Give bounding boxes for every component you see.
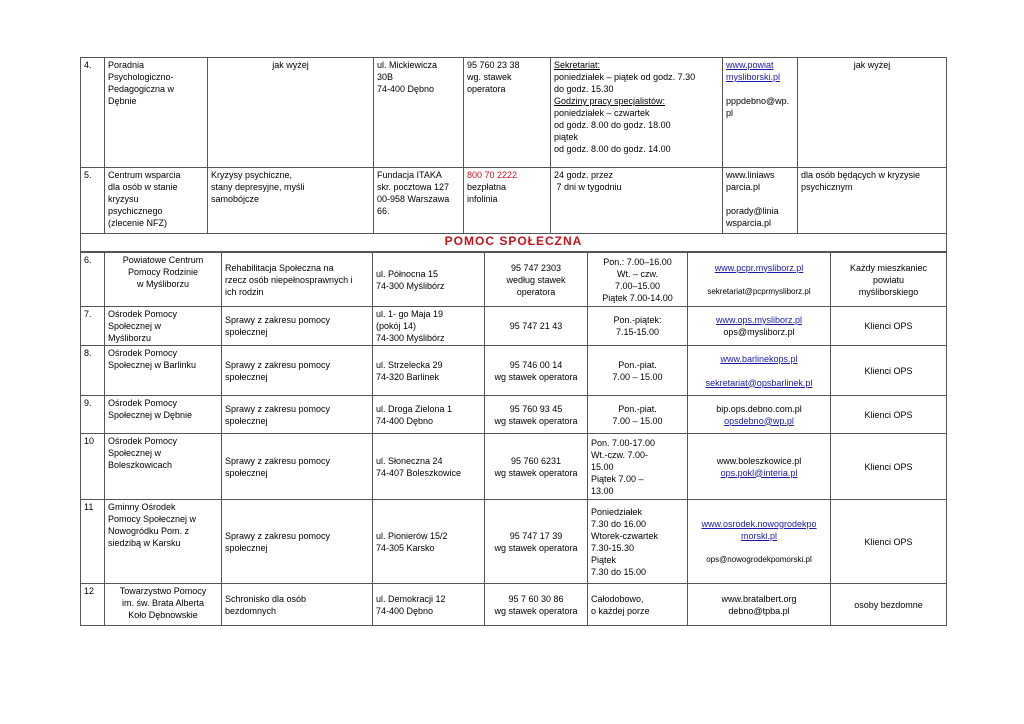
hotline-number: 800 70 2222	[467, 170, 518, 180]
email-text: pl	[726, 108, 734, 118]
table-row	[81, 253, 947, 307]
hours-line: 7.30-15.30	[591, 542, 635, 553]
phone-cell	[485, 434, 588, 500]
address-line: 74-305 Karsko	[376, 542, 435, 553]
hours-line: o każdej porze	[591, 605, 650, 616]
target-cell	[831, 346, 947, 396]
scope-line: społecznej	[225, 542, 268, 553]
target-line: Klienci OPS	[864, 409, 913, 420]
hours-line: Poniedziałek	[591, 506, 643, 517]
target-cell	[831, 396, 947, 434]
name-line: w Myśliborzu	[136, 279, 189, 289]
hours-line: 7.00 – 15.00	[612, 415, 663, 426]
scope-cell	[222, 253, 373, 307]
name-line: Pomocy Rodzinie	[127, 267, 199, 277]
phone-cell	[485, 307, 588, 346]
address-cell	[373, 500, 485, 584]
phone-line: wg stawek operatora	[494, 467, 578, 478]
row-number: 12	[81, 584, 105, 626]
name-line: im. św. Brata Alberta	[121, 598, 205, 608]
phone-line: operatora	[516, 286, 556, 297]
address-line: ul. Strzelecka 29	[376, 359, 443, 370]
address-line: 74-300 Myślibórz	[376, 280, 445, 291]
email-text: wsparcia.pl	[726, 218, 772, 228]
phone-line: 95 747 2303	[510, 262, 562, 273]
scope-cell: Kryzysy psychiczne, stany depresyjne, myśli samobójcze	[208, 168, 374, 234]
website-link[interactable]: morski.pl	[740, 530, 777, 541]
scope-line: Sprawy z zakresu pomocy	[225, 315, 331, 325]
scope-line: społecznej	[225, 371, 268, 382]
phone-cell	[485, 253, 588, 307]
target-cell: dla osób będących w kryzysie psychicznym	[798, 168, 947, 234]
phone-cell: 95 760 23 38 wg. stawek operatora	[464, 58, 551, 168]
website-text: parcia.pl	[726, 182, 761, 192]
name-line: Koło Dębnowskie	[128, 610, 198, 620]
contact-cell	[723, 58, 798, 168]
table-row	[81, 307, 947, 346]
email-text: ops@mysliborz.pl	[723, 327, 795, 337]
scope-line: Sprawy z zakresu pomocy	[225, 359, 331, 370]
contact-cell	[688, 396, 831, 434]
website-link[interactable]: www.pcpr.mysliborz.pl	[714, 262, 804, 273]
target-line: myśliborskiego	[858, 286, 919, 297]
scope-line: Sprawy z zakresu pomocy	[225, 530, 331, 541]
website-link[interactable]: www.osrodek.nowogrodekpo	[701, 518, 817, 529]
address-cell	[373, 346, 485, 396]
target-line: Klienci OPS	[864, 536, 913, 547]
directory-table	[80, 57, 947, 252]
name-line: Boleszkowicach	[108, 460, 173, 470]
name-line: Nowogródku Pom. z	[108, 526, 190, 536]
address-cell	[373, 253, 485, 307]
address-cell: ul. Mickiewicza 30B 74-400 Dębno	[374, 58, 464, 168]
spacer	[691, 365, 827, 377]
target-cell: jak wyżej	[798, 58, 947, 168]
name-line: Ośrodek Pomocy	[108, 436, 178, 446]
row-number: 10	[81, 434, 105, 500]
email-text: sekretariat@pcprmysliborz.pl	[707, 286, 811, 296]
hours-cell	[588, 434, 688, 500]
email-text[interactable]: opsdebno@wp.pl	[724, 415, 794, 426]
scope-cell	[222, 346, 373, 396]
website-text: www.liniaws	[726, 170, 775, 180]
scope-line: rzecz osób niepełnosprawnych i	[225, 274, 353, 285]
email-text: ops@nowogrodekpomorski.pl	[706, 554, 812, 564]
address-cell	[373, 584, 485, 626]
name-line: siedzibą w Karsku	[108, 538, 181, 548]
hours-cell	[588, 500, 688, 584]
name-line: Myśliborzu	[108, 333, 152, 343]
scope-cell	[222, 307, 373, 346]
hours-line: Całodobowo,	[591, 593, 644, 604]
phone-cell	[485, 500, 588, 584]
hours-line: 13.00	[591, 485, 614, 496]
name-line: Powiatowe Centrum	[122, 255, 204, 265]
address-cell	[373, 396, 485, 434]
name-line: Społecznej w	[108, 321, 162, 331]
scope-line: Rehabilitacja Społeczna na	[225, 262, 334, 273]
phone-line: wg stawek operatora	[494, 605, 578, 616]
phone-line: wg stawek operatora	[494, 371, 578, 382]
hours-line: Piątek	[591, 554, 617, 565]
scope-cell	[222, 434, 373, 500]
institution-name	[105, 307, 222, 346]
hours-line: Wt.-czw. 7.00-	[591, 449, 649, 460]
scope-cell: jak wyżej	[208, 58, 374, 168]
row-number: 5.	[81, 168, 105, 234]
address-cell: Fundacja ITAKA skr. pocztowa 127 00-958 Warszawa 66.	[374, 168, 464, 234]
email-text[interactable]: sekretariat@opsbarlinek.pl	[705, 377, 813, 388]
scope-line: społecznej	[225, 467, 268, 478]
institution-name	[105, 346, 222, 396]
phone-line: 95 760 93 45	[509, 403, 563, 414]
website-link[interactable]: www.powiat	[726, 60, 774, 70]
name-line: Gminny Ośrodek	[108, 502, 176, 512]
address-line: 74-407 Boleszkowice	[376, 467, 462, 478]
contact-cell	[723, 168, 798, 234]
row-number: 11	[81, 500, 105, 584]
hours-cell	[588, 253, 688, 307]
target-cell	[831, 307, 947, 346]
spacer	[691, 542, 827, 554]
hours-line: Piątek 7.00-14.00	[602, 292, 673, 303]
table-row	[81, 168, 947, 234]
address-line: 74-400 Dębno	[376, 415, 434, 426]
address-line: ul. Demokracji 12	[376, 593, 446, 604]
phone-line: 95 747 21 43	[509, 321, 563, 331]
address-cell	[373, 434, 485, 500]
scope-line: Sprawy z zakresu pomocy	[225, 403, 331, 414]
contact-cell	[688, 307, 831, 346]
institution-name	[105, 584, 222, 626]
scope-cell	[222, 396, 373, 434]
address-line: 74-320 Barlinek	[376, 371, 440, 382]
hours-cell	[588, 396, 688, 434]
target-line: powiatu	[872, 274, 905, 285]
email-text[interactable]: ops.pokl@interia.pl	[720, 467, 798, 478]
address-line: ul. Słoneczna 24	[376, 455, 443, 466]
hours-line: Piątek 7.00 –	[591, 473, 644, 484]
hours-line: 7.00 – 15.00	[612, 371, 663, 382]
phone-line: wg stawek operatora	[494, 415, 578, 426]
website-link[interactable]: www.bratalbert.org	[721, 593, 797, 604]
hours-line: 7.30 do 16.00	[591, 518, 647, 529]
name-line: Społecznej w	[108, 448, 162, 458]
hours-line: 7.15-15.00	[615, 327, 660, 337]
hours-cell: Sekretariat: poniedziałek – piątek od godz. 7.30 do godz. 15.30 Godziny pracy specjalistów: poniedziałek – czwartek od godz. 8.00 do godz. 18.00 piątek od godz. 8.00 do godz. 14.00	[551, 58, 723, 168]
section-header-row	[81, 234, 947, 252]
table-row	[81, 434, 947, 500]
address-line: (pokój 14)	[376, 321, 417, 331]
address-line: 74-300 Myślibórz	[376, 333, 445, 343]
phone-line: wg stawek operatora	[494, 542, 578, 553]
address-cell	[373, 307, 485, 346]
target-cell	[831, 253, 947, 307]
institution-name	[105, 253, 222, 307]
hours-line: Wt. – czw.	[616, 268, 658, 279]
institution-name: Poradnia Psychologiczno- Pedagogiczna w Dębnie	[105, 58, 208, 168]
phone-line: 95 747 17 39	[509, 530, 563, 541]
scope-line: ich rodzin	[225, 286, 264, 297]
hours-line: Pon.: 7.00–16.00	[603, 256, 672, 267]
target-line: Klienci OPS	[864, 321, 913, 331]
hours-cell	[588, 307, 688, 346]
row-number: 8.	[81, 346, 105, 396]
hours-line: 7.00–15.00	[614, 280, 661, 291]
institution-name	[105, 396, 222, 434]
name-line: Ośrodek Pomocy	[108, 309, 178, 319]
scope-cell	[222, 500, 373, 584]
row-number: 7.	[81, 307, 105, 346]
address-line: 74-400 Dębno	[376, 605, 434, 616]
scope-line: społecznej	[225, 415, 268, 426]
address-line: ul. Pionierów 15/2	[376, 530, 448, 541]
name-line: Pomocy Społecznej w	[108, 514, 197, 524]
hours-line: 7.30 do 15.00	[591, 566, 647, 577]
scope-cell	[222, 584, 373, 626]
contact-cell	[688, 500, 831, 584]
phone-cell: 800 70 2222 bezpłatna infolinia	[464, 168, 551, 234]
name-line: Ośrodek Pomocy	[108, 398, 178, 408]
target-line: Klienci OPS	[864, 365, 913, 376]
name-line: Towarzystwo Pomocy	[119, 586, 207, 596]
address-line: ul. Droga Zielona 1	[376, 403, 453, 414]
phone-line: 95 746 00 14	[509, 359, 563, 370]
social-help-table	[80, 252, 947, 626]
contact-cell	[688, 434, 831, 500]
scope-line: Sprawy z zakresu pomocy	[225, 455, 331, 466]
phone-line: 95 7 60 30 86	[508, 593, 564, 604]
name-line: Ośrodek Pomocy	[108, 348, 178, 358]
scope-line: Schronisko dla osób	[225, 593, 307, 604]
website-link[interactable]: www.ops.mysliborz.pl	[715, 315, 803, 325]
target-cell	[831, 584, 947, 626]
institution-name	[105, 500, 222, 584]
hours-line: Pon.-piat.	[618, 359, 657, 370]
table-row	[81, 500, 947, 584]
name-line: Społecznej w Dębnie	[108, 410, 193, 420]
address-line: ul. 1- go Maja 19	[376, 309, 444, 319]
row-number: 6.	[81, 253, 105, 307]
phone-cell	[485, 396, 588, 434]
table-row	[81, 396, 947, 434]
website-link[interactable]: www.boleszkowice.pl	[716, 455, 802, 466]
website-link[interactable]: mysliborski.pl	[726, 72, 781, 82]
phone-line: według stawek	[506, 274, 566, 285]
address-line: ul. Północna 15	[376, 268, 439, 279]
phone-line: 95 760 6231	[510, 455, 562, 466]
target-cell	[831, 434, 947, 500]
hours-line: Wtorek-czwartek	[591, 530, 659, 541]
hours-cell	[588, 346, 688, 396]
hours-line: Pon.-piat.	[618, 403, 657, 414]
institution-name	[105, 434, 222, 500]
institution-name: Centrum wsparcia dla osób w stanie kryzysu psychicznego (zlecenie NFZ)	[105, 168, 208, 234]
spacer	[691, 274, 827, 286]
hours-line: Pon.-piątek:	[613, 315, 662, 325]
email-text: debno@tpba.pl	[728, 605, 790, 616]
scope-line: społecznej	[225, 327, 268, 337]
website-link[interactable]: bip.ops.debno.com.pl	[716, 403, 802, 414]
hours-line: Pon. 7.00-17.00	[591, 437, 656, 448]
hours-cell: 24 godz. przez 7 dni w tygodniu	[551, 168, 723, 234]
phone-cell	[485, 346, 588, 396]
website-link[interactable]: www.barlinekops.pl	[720, 353, 798, 364]
row-number: 4.	[81, 58, 105, 168]
scope-line: bezdomnych	[225, 605, 277, 616]
section-title: POMOC SPOŁECZNA	[81, 234, 947, 252]
contact-cell	[688, 584, 831, 626]
target-line: osoby bezdomne	[854, 599, 923, 610]
hours-cell	[588, 584, 688, 626]
email-text: porady@linia	[726, 206, 779, 216]
row-number: 9.	[81, 396, 105, 434]
target-line: Klienci OPS	[864, 461, 913, 472]
email-text: pppdebno@wp.	[726, 96, 790, 106]
contact-cell	[688, 346, 831, 396]
name-line: Społecznej w Barlinku	[108, 360, 197, 370]
table-row	[81, 58, 947, 168]
target-line: Każdy mieszkaniec	[849, 262, 928, 273]
table-row	[81, 584, 947, 626]
phone-cell	[485, 584, 588, 626]
table-row	[81, 346, 947, 396]
target-cell	[831, 500, 947, 584]
contact-cell	[688, 253, 831, 307]
hours-line: 15.00	[591, 461, 614, 472]
